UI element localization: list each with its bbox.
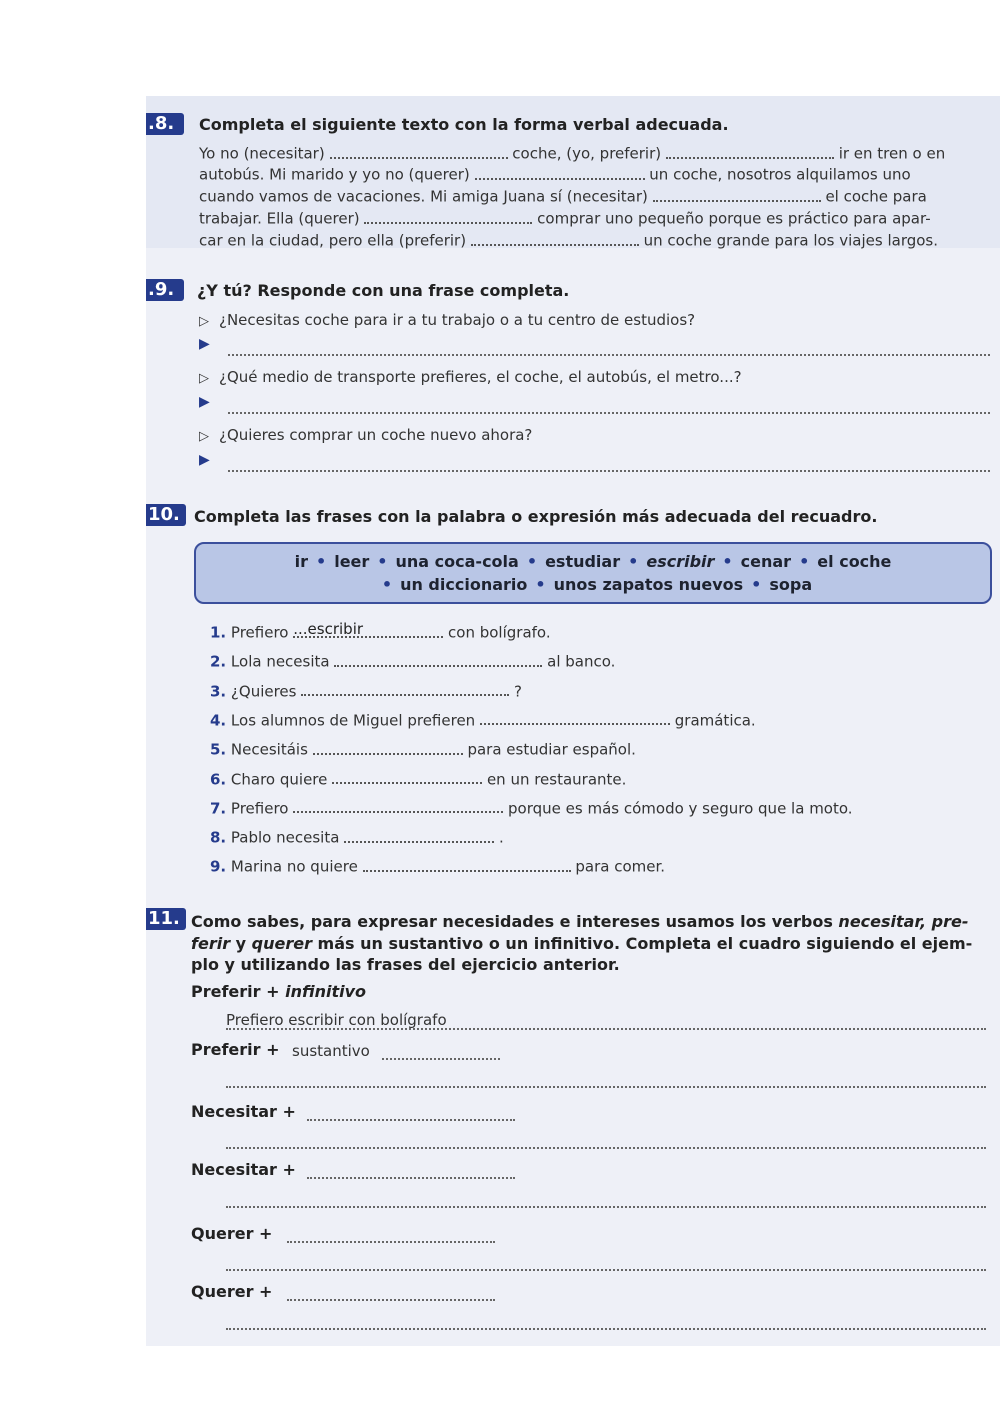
- bullet-separator: •: [722, 552, 733, 571]
- ex11-row-1-line[interactable]: [226, 1027, 986, 1030]
- ex11-row-3-blank[interactable]: [307, 1118, 515, 1121]
- item-text-after: gramática.: [674, 711, 756, 730]
- ex11-row-1-label: [191, 982, 366, 1001]
- item-blank[interactable]: [313, 739, 463, 755]
- bullet-separator: •: [751, 575, 762, 594]
- ex10-item: [210, 681, 522, 701]
- item-number: 3.: [210, 682, 227, 701]
- ex11-row-5-blank[interactable]: [287, 1240, 495, 1243]
- item-blank[interactable]: [480, 710, 670, 726]
- ex10-item: [210, 619, 551, 642]
- ex8-text: ir en tren o en: [838, 144, 946, 163]
- word-bank-row-2: [196, 575, 990, 594]
- item-number: 5.: [210, 740, 227, 759]
- ex11-text: y: [230, 934, 252, 953]
- ex8-text: coche, (yo, preferir): [512, 144, 662, 163]
- item-number: 8.: [210, 828, 227, 847]
- word-bank-item: leer: [334, 552, 370, 571]
- ex9-answer-2[interactable]: [228, 411, 990, 414]
- ex11-row-6-line[interactable]: [226, 1327, 986, 1330]
- item-number: 2.: [210, 652, 227, 671]
- ex9-question-text: ¿Qué medio de transporte prefieres, el coche, el autobús, el metro...?: [219, 368, 742, 386]
- exercise-11-number: 11.: [146, 908, 186, 930]
- ex9-question-3: [199, 426, 532, 444]
- ex8-blank-2[interactable]: [666, 143, 834, 159]
- item-text-after: con bolígrafo.: [448, 623, 551, 642]
- bullet-separator: •: [315, 552, 327, 571]
- bullet-separator: •: [381, 575, 393, 594]
- word-bank-item: sopa: [769, 575, 813, 594]
- ex11-row-2-hint: sustantivo: [292, 1042, 370, 1060]
- word-bank-item: cenar: [740, 552, 792, 571]
- ex9-question-text: ¿Necesitas coche para ir a tu trabajo o a tu centro de estudios?: [219, 311, 696, 329]
- ex9-question-2: [199, 368, 742, 386]
- word-bank-row-1: [196, 552, 990, 571]
- item-blank[interactable]: [332, 769, 482, 785]
- ex10-item: [210, 739, 636, 759]
- item-text-before: Pablo necesita: [230, 828, 340, 847]
- ex8-text: comprar uno pequeño porque es práctico para apar-: [537, 209, 931, 228]
- ex11-row-3-line[interactable]: [226, 1146, 986, 1149]
- ex9-question-text: ¿Quieres comprar un coche nuevo ahora?: [219, 426, 533, 444]
- ex11-text-italic: necesitar, pre-: [838, 912, 969, 931]
- ex8-blank-3[interactable]: [475, 164, 645, 180]
- ex8-line-4: [199, 208, 931, 228]
- ex8-text: car en la ciudad, pero ella (preferir): [199, 231, 467, 250]
- word-bank-item: unos zapatos nuevos: [553, 575, 744, 594]
- ex11-row-6-blank[interactable]: [287, 1298, 495, 1301]
- ex8-blank-6[interactable]: [471, 230, 639, 246]
- item-text-before: Lola necesita: [230, 652, 330, 671]
- item-text-before: Marina no quiere: [230, 857, 358, 876]
- exercise-10-title: Completa las frases con la palabra o expresión más adecuada del recuadro.: [194, 507, 878, 526]
- outline-triangle-icon: ▷: [199, 314, 209, 329]
- item-blank[interactable]: [363, 856, 571, 872]
- outline-triangle-icon: ▷: [199, 429, 209, 444]
- item-text-before: ¿Quieres: [230, 682, 297, 701]
- ex8-blank-5[interactable]: [364, 208, 532, 224]
- ex8-text: trabajar. Ella (querer): [199, 209, 360, 228]
- ex11-label-text: Preferir +: [191, 982, 286, 1001]
- item-text-after: .: [498, 828, 504, 847]
- exercise-11-instructions-line-3: plo y utilizando las frases del ejercicio anterior.: [191, 955, 620, 974]
- ex11-text: Como sabes, para expresar necesidades e intereses usamos los verbos: [191, 912, 839, 931]
- ex8-line-1: [199, 143, 945, 163]
- item-text-before: Prefiero: [230, 623, 289, 642]
- item-number: 4.: [210, 711, 227, 730]
- ex11-row-4-line[interactable]: [226, 1205, 986, 1208]
- answer-arrow-icon: ▶: [199, 452, 210, 468]
- ex8-text: el coche para: [825, 187, 927, 206]
- ex10-item: [210, 651, 615, 671]
- ex9-answer-1[interactable]: [228, 353, 990, 356]
- item-text-before: Prefiero: [230, 799, 289, 818]
- ex8-blank-4[interactable]: [653, 186, 821, 202]
- ex11-row-1-answer: Prefiero escribir con bolígrafo: [226, 1011, 447, 1029]
- ex10-item: [210, 769, 626, 789]
- exercise-11-instructions-line-1: [191, 912, 968, 931]
- item-filled-answer: ...escribir: [293, 619, 364, 638]
- outline-triangle-icon: ▷: [199, 371, 209, 386]
- ex11-row-2-line[interactable]: [226, 1085, 986, 1088]
- ex11-text-italic: querer: [251, 934, 312, 953]
- ex11-row-5-line[interactable]: [226, 1268, 986, 1271]
- answer-arrow-icon: ▶: [199, 394, 210, 410]
- ex8-line-2: [199, 164, 911, 184]
- ex11-text: más un sustantivo o un infinitivo. Completa el cuadro siguiendo el ejem-: [311, 934, 973, 953]
- word-bank-item: ir: [294, 552, 308, 571]
- ex11-row-3-label: Necesitar +: [191, 1102, 296, 1121]
- ex11-row-4-blank[interactable]: [307, 1176, 515, 1179]
- bullet-separator: •: [526, 552, 538, 571]
- item-number: 1.: [210, 623, 227, 642]
- ex8-blank-1[interactable]: [330, 143, 508, 159]
- ex11-label-italic: infinitivo: [285, 982, 366, 1001]
- ex10-item: [210, 856, 665, 876]
- exercise-9-number: .9.: [146, 279, 184, 301]
- item-text-after: para estudiar español.: [467, 740, 636, 759]
- bullet-separator: •: [628, 552, 639, 571]
- word-bank-item: estudiar: [545, 552, 621, 571]
- word-bank-item: escribir: [646, 552, 715, 571]
- ex8-text: un coche grande para los viajes largos.: [643, 231, 939, 250]
- exercise-9-title: ¿Y tú? Responde con una frase completa.: [197, 281, 570, 300]
- bullet-separator: •: [377, 552, 388, 571]
- ex8-line-3: [199, 186, 927, 206]
- ex8-text: autobús. Mi marido y yo no (querer): [199, 165, 470, 184]
- item-number: 9.: [210, 857, 227, 876]
- word-bank-item: un diccionario: [400, 575, 528, 594]
- item-text-after: porque es más cómodo y seguro que la moto.: [508, 799, 853, 818]
- item-text-before: Charo quiere: [230, 770, 328, 788]
- exercise-11-instructions-line-2: [191, 934, 972, 953]
- word-bank-item: una coca-cola: [395, 552, 519, 571]
- ex8-line-5: [199, 230, 938, 250]
- item-text-after: para comer.: [575, 857, 666, 876]
- item-text-before: Los alumnos de Miguel prefieren: [230, 711, 476, 730]
- bullet-separator: •: [535, 575, 546, 594]
- item-text-after: ?: [514, 682, 523, 701]
- item-text-after: al banco.: [547, 652, 616, 671]
- ex11-row-2-label: Preferir +: [191, 1040, 280, 1059]
- item-blank[interactable]: [334, 651, 542, 667]
- ex11-row-4-label: Necesitar +: [191, 1160, 296, 1179]
- word-bank-box: [194, 542, 992, 604]
- ex10-item: [210, 798, 853, 818]
- word-bank-item: el coche: [817, 552, 892, 571]
- item-blank[interactable]: [293, 798, 503, 814]
- ex10-item: [210, 710, 756, 730]
- ex11-text-italic: ferir: [191, 934, 231, 953]
- exercise-10-number: 10.: [146, 504, 186, 526]
- exercise-8-number: .8.: [146, 113, 184, 135]
- item-blank[interactable]: [301, 681, 509, 697]
- item-number: 6.: [210, 770, 227, 788]
- ex11-row-5-label: Querer +: [191, 1224, 273, 1243]
- ex8-text: cuando vamos de vacaciones. Mi amiga Juana sí (necesitar): [199, 187, 648, 206]
- ex9-question-1: [199, 311, 695, 329]
- item-blank[interactable]: [344, 827, 494, 843]
- bullet-separator: •: [799, 552, 810, 571]
- item-number: 7.: [210, 799, 227, 818]
- item-text-before: Necesitáis: [230, 740, 308, 759]
- item-text-after: en un restaurante.: [486, 770, 627, 788]
- exercise-8-title: Completa el siguiente texto con la forma verbal adecuada.: [199, 115, 729, 134]
- ex11-row-6-label: Querer +: [191, 1282, 273, 1301]
- ex10-item: [210, 827, 504, 847]
- answer-arrow-icon: ▶: [199, 336, 210, 352]
- ex9-answer-3[interactable]: [228, 469, 990, 472]
- item-blank[interactable]: [293, 619, 443, 638]
- ex8-text: Yo no (necesitar): [199, 144, 325, 163]
- ex8-text: un coche, nosotros alquilamos uno: [649, 165, 911, 184]
- ex11-row-2-blank[interactable]: [382, 1057, 500, 1060]
